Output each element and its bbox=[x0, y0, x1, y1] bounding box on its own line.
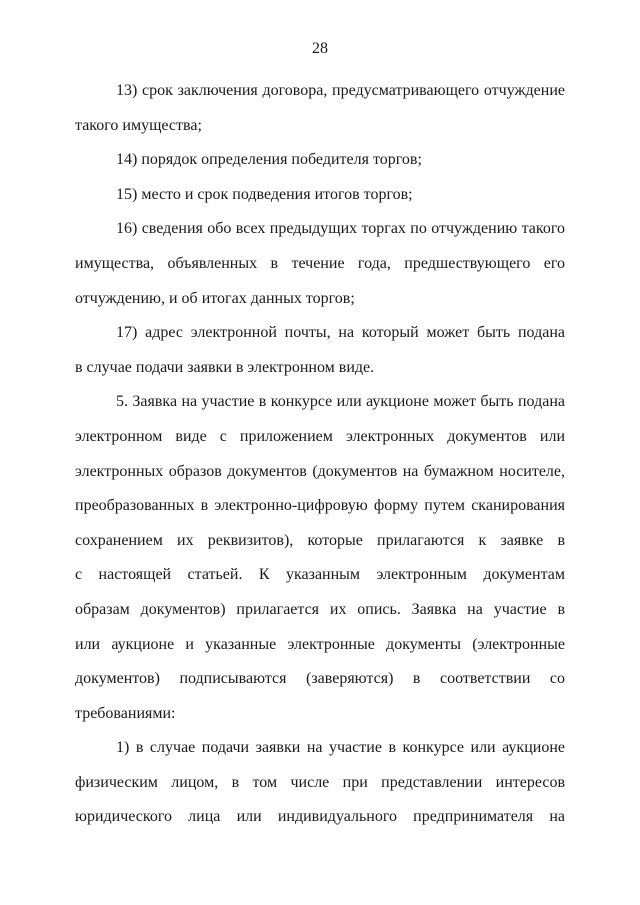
text-line: юридического лица или индивидуального предпринимателя на bbox=[75, 808, 565, 826]
text-line: такого имущества; bbox=[75, 116, 202, 134]
text-line: физическим лицом, в том числе при представлении интересов bbox=[75, 773, 565, 791]
text-line: имущества, объявленных в течение года, предшествующего его bbox=[75, 254, 565, 272]
text-line: электронных образов документов (документов на бумажном носителе, bbox=[75, 462, 565, 480]
text-line: сохранением их реквизитов), которые прилагаются к заявке в bbox=[75, 531, 565, 549]
text-line: преобразованных в электронно-цифровую форму путем сканирования bbox=[75, 497, 565, 515]
text-line: образам документов) прилагается их опись. Заявка на участие в bbox=[75, 600, 565, 618]
text-line: в случае подачи заявки в электронном виде. bbox=[75, 358, 375, 376]
text-line: с настоящей статьей. К указанным электронным документам bbox=[75, 566, 565, 584]
text-line: 14) порядок определения победителя торгов; bbox=[116, 151, 422, 169]
text-line: или аукционе и указанные электронные документы (электронные bbox=[75, 635, 565, 653]
text-line: отчуждению, и об итогах данных торгов; bbox=[75, 289, 355, 307]
text-line: электронном виде с приложением электронных документов или bbox=[75, 427, 565, 445]
page-number: 28 bbox=[312, 40, 328, 57]
text-line: требованиями: bbox=[75, 704, 176, 722]
text-line: 13) срок заключения договора, предусматривающего отчуждение bbox=[116, 82, 565, 99]
text-line: 1) в случае подачи заявки на участие в конкурсе или аукционе bbox=[116, 739, 565, 757]
text-line: 5. Заявка на участие в конкурсе или аукционе может быть подана bbox=[116, 393, 565, 411]
document-body bbox=[75, 74, 565, 835]
text-line: 16) сведения обо всех предыдущих торгах по отчуждению такого bbox=[116, 220, 565, 238]
text-line: документов) подписываются (заверяются) в соответствии со bbox=[75, 670, 565, 688]
text-line: 17) адрес электронной почты, на который может быть подана bbox=[116, 324, 565, 342]
text-line: 15) место и срок подведения итогов торгов; bbox=[116, 185, 413, 203]
